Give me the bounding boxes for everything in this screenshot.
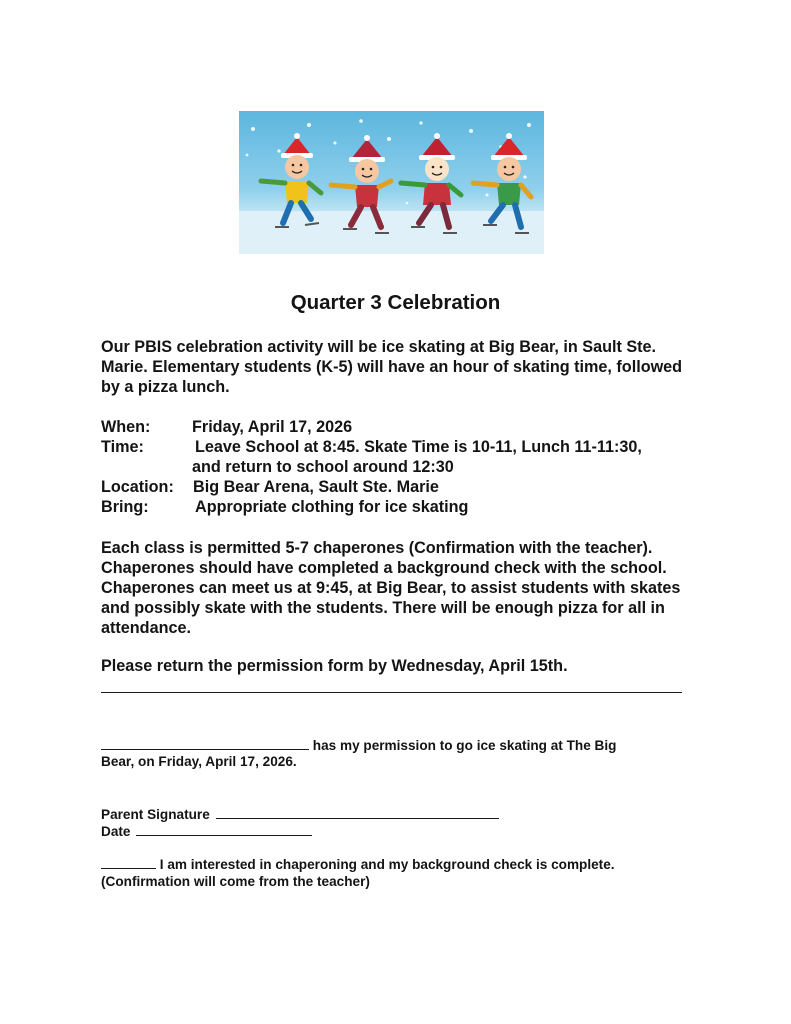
confirmation-note: (Confirmation will come from the teacher) <box>101 874 370 889</box>
time-value-line-1: Leave School at 8:45. Skate Time is 10-11, Lunch 11-11:30, <box>195 438 642 456</box>
skating-kids-banner <box>239 111 544 254</box>
bring-label: Bring: <box>101 498 149 516</box>
chaperone-check-blank[interactable] <box>101 856 156 869</box>
location-value: Big Bear Arena, Sault Ste. Marie <box>193 478 439 496</box>
permission-text-1: has my permission to go ice skating at The Big <box>312 738 617 753</box>
chaperone-interest-row <box>101 856 615 872</box>
return-notice: Please return the permission form by Wednesday, April 15th. <box>101 657 568 675</box>
skating-kids-illustration <box>239 111 544 254</box>
permission-line-2: Bear, on Friday, April 17, 2026. <box>101 754 297 769</box>
page-title: Quarter 3 Celebration <box>290 291 501 314</box>
date-row <box>101 823 312 839</box>
divider <box>101 692 682 693</box>
parent-signature-row <box>101 806 499 822</box>
student-name-blank[interactable] <box>101 737 309 750</box>
when-value: Friday, April 17, 2026 <box>192 418 353 436</box>
chaperone-interest-text: I am interested in chaperoning and my background check is complete. <box>159 857 615 872</box>
date-blank[interactable] <box>136 823 312 836</box>
time-value-line-2: and return to school around 12:30 <box>192 458 454 476</box>
permission-line-1 <box>101 737 616 753</box>
chaperones-paragraph: Each class is permitted 5-7 chaperones (Confirmation with the teacher). Chaperones should have completed a background check with the school. Chaperones can meet us at 9:45, at Big Bear, to assist students with skates and possibly skate with the students. There will be enough pizza for all in attendance. <box>101 539 681 637</box>
intro-paragraph: Our PBIS celebration activity will be ice skating at Big Bear, in Sault Ste. Marie. Elementary students (K-5) will have an hour of skating time, followed by a pizza lunch. <box>101 338 683 396</box>
when-label: When: <box>101 418 151 436</box>
parent-signature-label: Parent Signature <box>101 807 210 822</box>
parent-signature-blank[interactable] <box>216 806 499 819</box>
location-label: Location: <box>101 478 174 496</box>
time-label: Time: <box>101 438 144 456</box>
date-label: Date <box>101 824 131 839</box>
bring-value: Appropriate clothing for ice skating <box>195 498 469 516</box>
